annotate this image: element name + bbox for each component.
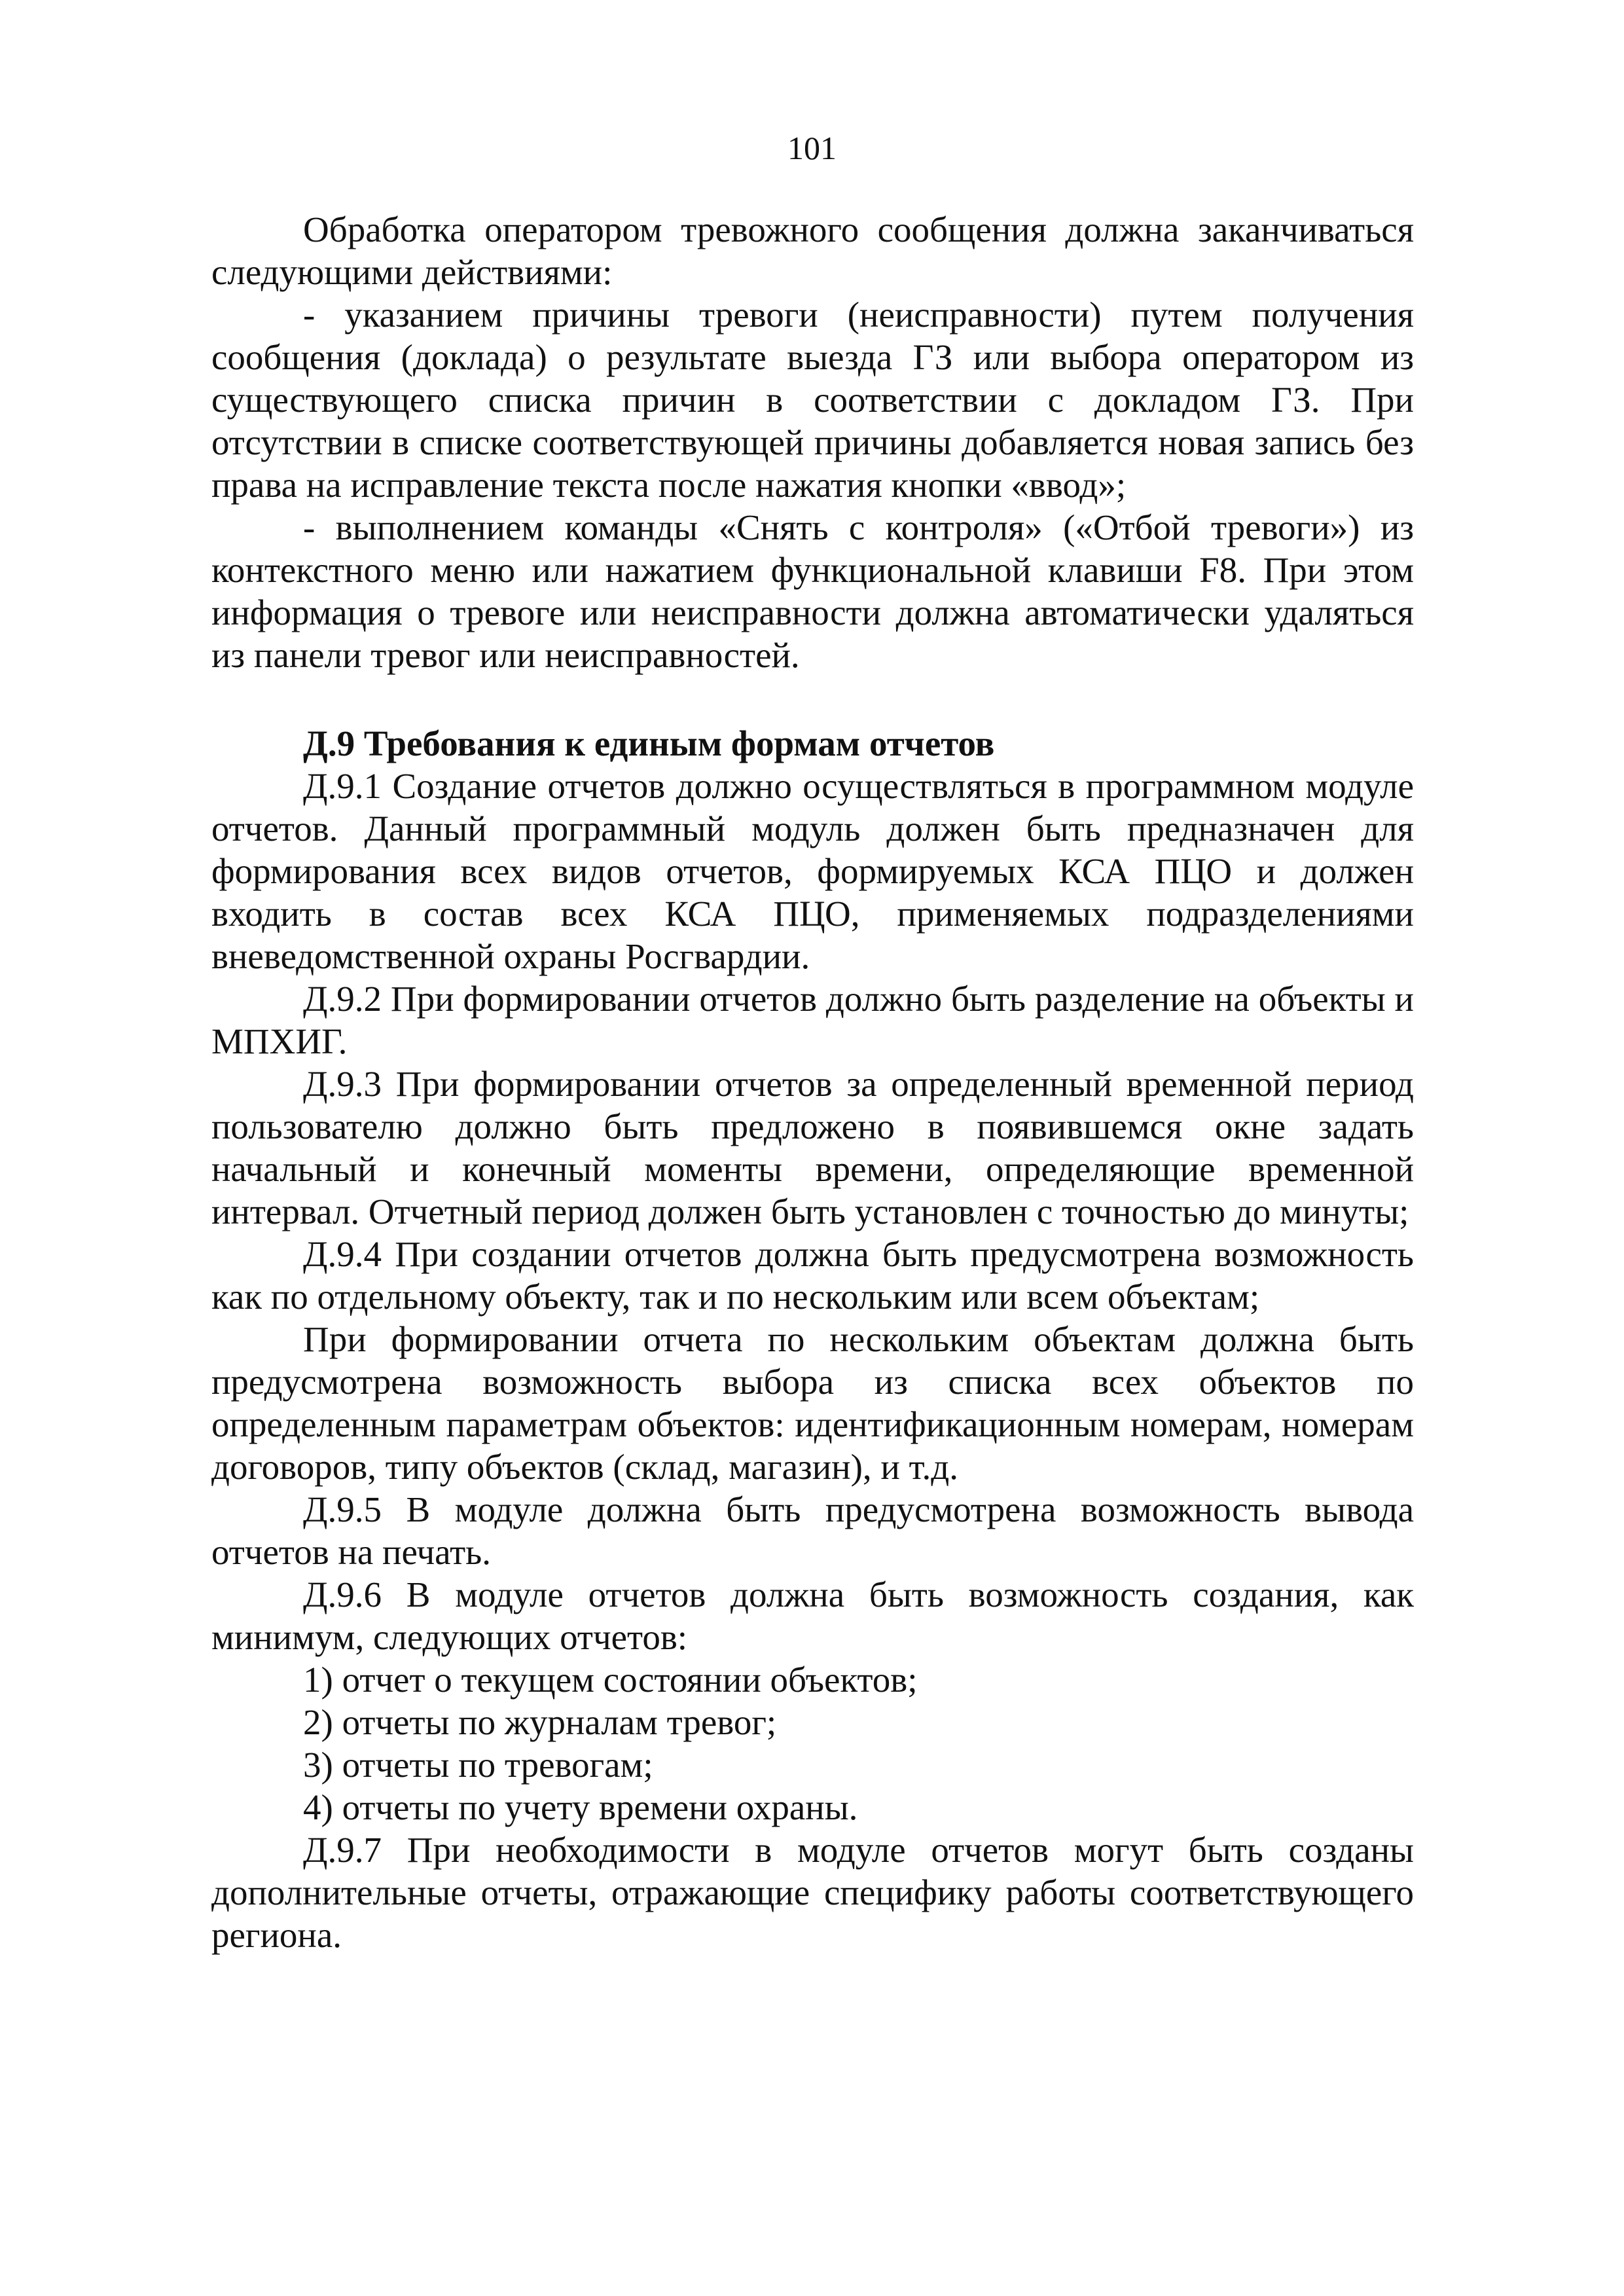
report-list bbox=[211, 1658, 1414, 1829]
section-title: Д.9 Требования к единым формам отчетов bbox=[303, 723, 995, 763]
paragraph-d9-6: Д.9.6 В модуле отчетов должна быть возможность создания, как минимум, следующих отчетов: bbox=[211, 1575, 1414, 1657]
paragraph-d9-2: Д.9.2 При формировании отчетов должно быть разделение на объекты и МПХИГ. bbox=[211, 979, 1414, 1061]
paragraph-d9-4-multi: При формировании отчета по нескольким объектам должна быть предусмотрена возможность выбора из списка всех объектов по определенным параметрам объектов: идентификационным номерам, номерам договоров, типу объектов (склад, магазин), и т.д. bbox=[211, 1319, 1414, 1487]
paragraph-d9-5: Д.9.5 В модуле должна быть предусмотрена возможность вывода отчетов на печать. bbox=[211, 1489, 1414, 1572]
list-item: 3) отчеты по тревогам; bbox=[303, 1745, 653, 1785]
paragraph-d9-7: Д.9.7 При необходимости в модуле отчетов могут быть созданы дополнительные отчеты, отражающие специфику работы соответствующего региона. bbox=[211, 1830, 1414, 1955]
paragraph-remove-control-step: - выполнением команды «Снять с контроля» («Отбой тревоги») из контекстного меню или нажатием функциональной клавиши F8. При этом информация о тревоге или неисправности должна автоматически удаляться из панели тревог или неисправностей. bbox=[211, 507, 1414, 675]
page-number: 101 bbox=[787, 130, 837, 166]
paragraph-d9-3: Д.9.3 При формировании отчетов за определенный временной период пользователю должно быть предложено в появившемся окне задать начальный и конечный моменты времени, определяющие временной интервал. Отчетный период должен быть установлен с точностью до минуты; bbox=[211, 1064, 1414, 1231]
document-body bbox=[211, 208, 1414, 1956]
list-item: 2) отчеты по журналам тревог; bbox=[303, 1702, 777, 1742]
paragraph-d9-4: Д.9.4 При создании отчетов должна быть предусмотрена возможность как по отдельному объекту, так и по нескольким или всем объектам; bbox=[211, 1234, 1414, 1317]
paragraph-intro: Обработка оператором тревожного сообщения должна заканчиваться следующими действиями: bbox=[211, 210, 1414, 292]
paragraph-reason-step: - указанием причины тревоги (неисправности) путем получения сообщения (доклада) о результате выезда ГЗ или выбора оператором из существующего списка причин в соответствии с докладом ГЗ. При отсутствии в списке соответствующей причины добавляется новая запись без права на исправление текста после нажатия кнопки «ввод»; bbox=[211, 295, 1414, 505]
list-item: 1) отчет о текущем состоянии объектов; bbox=[303, 1660, 918, 1700]
list-item: 4) отчеты по учету времени охраны. bbox=[303, 1787, 858, 1827]
paragraph-d9-1: Д.9.1 Создание отчетов должно осуществляться в программном модуле отчетов. Данный программный модуль должен быть предназначен для формирования всех видов отчетов, формируемых КСА ПЦО и должен входить в состав всех КСА ПЦО, применяемых подразделениями вневедомственной охраны Росгвардии. bbox=[211, 766, 1414, 976]
